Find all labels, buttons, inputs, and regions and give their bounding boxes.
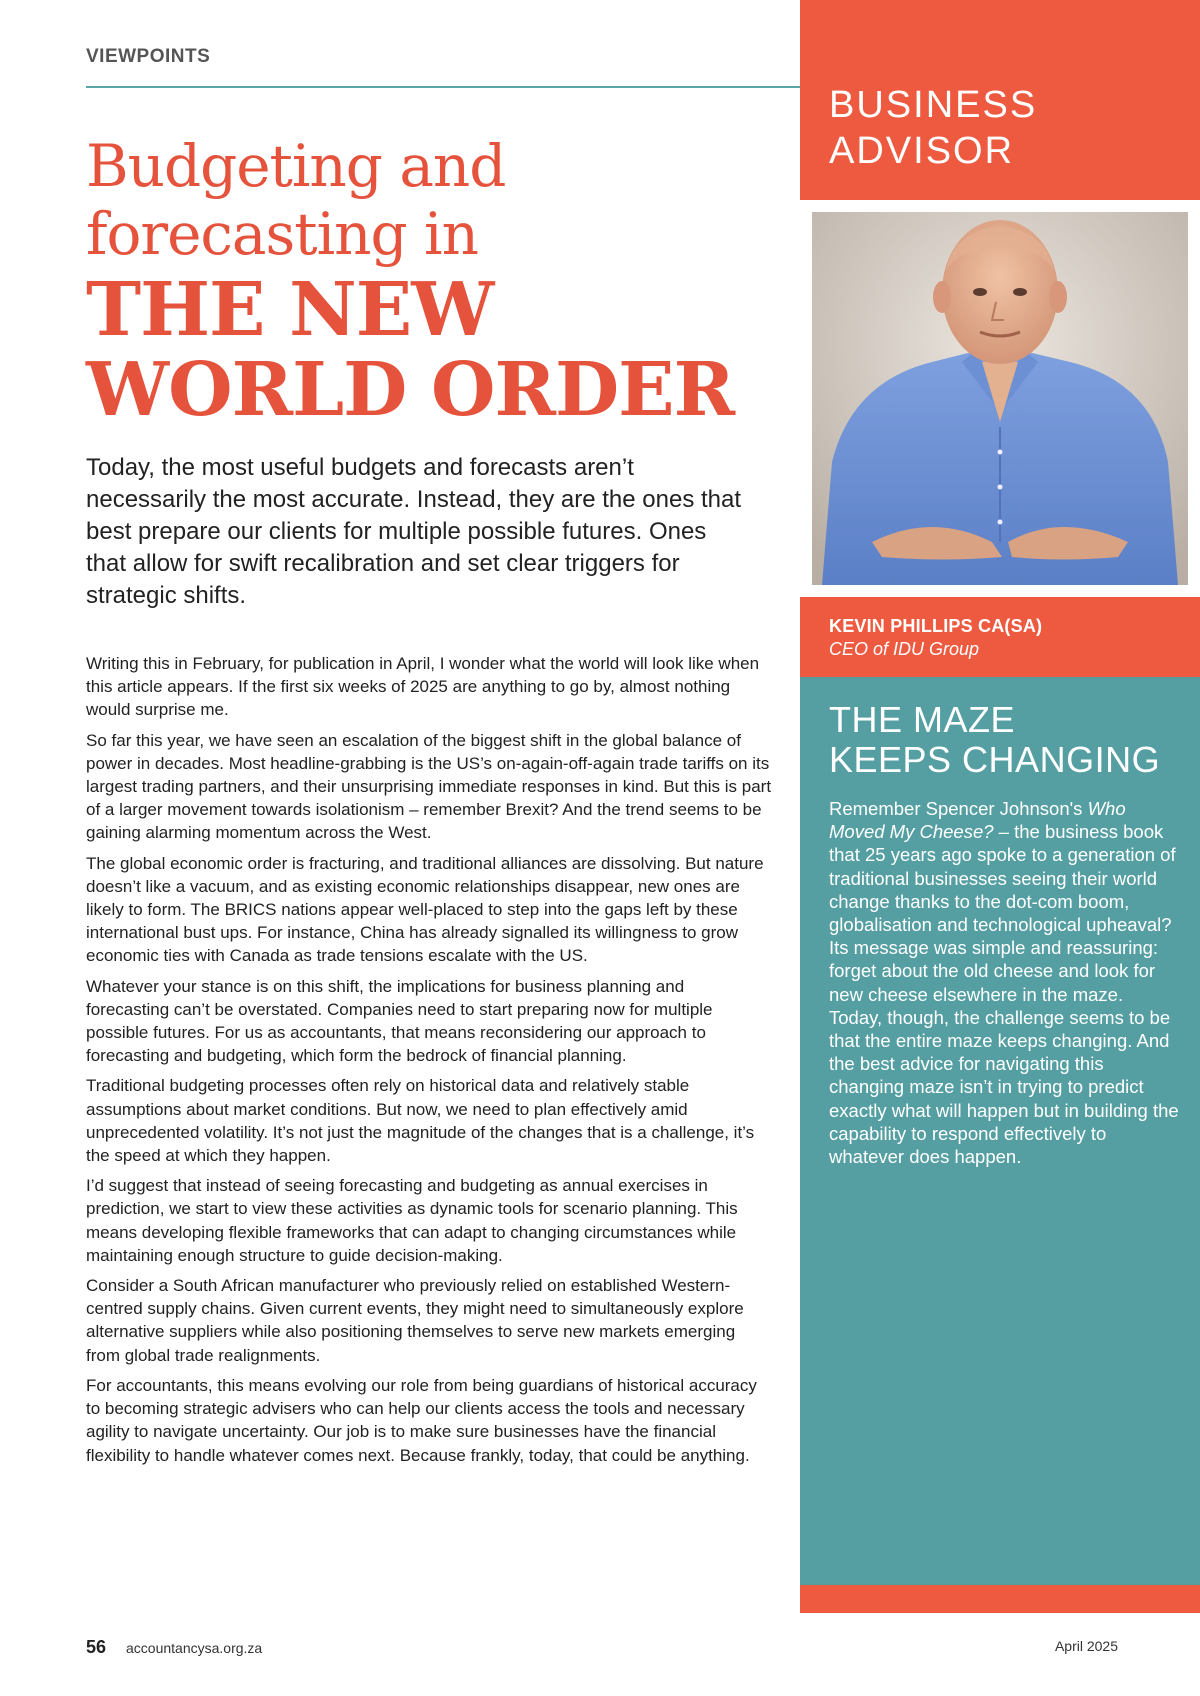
top-rule-divider [86, 86, 800, 88]
sidebar-label-line-2: ADVISOR [829, 130, 1015, 172]
section-label: VIEWPOINTS [86, 46, 211, 67]
headline-line-2: forecasting in [86, 200, 478, 268]
headline-line-3: THE NEW [86, 267, 494, 353]
book-title: Who Moved My Cheese? [829, 798, 1126, 843]
body-paragraph: So far this year, we have seen an escalation of the biggest shift in the global balance of power in decades. Most headline-grabbing is the US’s on-again-off-again trade tariffs on its largest trading partners, and their unsurprising immediate responses in kind. But this is part of a larger movement towards isolationism – remember Brexit? And the trend seems to be gaining alarming momentum across the West. [86, 730, 772, 843]
headline-line-4: WORLD ORDER [86, 347, 735, 433]
body-paragraph: Writing this in February, for publication in April, I wonder what the world will look like when this article appears. If the first six weeks of 2025 are anything to go by, almost nothing would surprise me. [86, 654, 760, 720]
footer-website: accountancysa.org.za [126, 1640, 263, 1656]
sidebar-heading-line-2: KEEPS CHANGING [829, 739, 1161, 780]
body-paragraph: Traditional budgeting processes often rely on historical data and relatively stable assumptions about market conditions. But now, we need to plan effectively amid unprecedented volatility. It’s not just the magnitude of the changes that is a challenge, it’s the speed at which they happen. [86, 1076, 755, 1166]
body-paragraph: Consider a South African manufacturer who previously relied on established Western-centred supply chains. Given current events, they might need to simultaneously explore alternative suppliers while also positioning themselves to serve new markets emerging from global trade realignments. [86, 1276, 744, 1365]
sidebar [800, 0, 1200, 1613]
author-title: CEO of IDU Group [829, 639, 980, 659]
sidebar-heading-line-1: THE MAZE [829, 699, 1016, 740]
headline-line-1: Budgeting and [86, 132, 506, 200]
author-name: KEVIN PHILLIPS CA(SA) [829, 616, 1043, 636]
author-photo [812, 212, 1188, 585]
sidebar-column-label [829, 82, 1037, 174]
article-headline [86, 132, 746, 433]
sidebar-label-line-1: BUSINESS [829, 84, 1038, 126]
body-paragraph: The global economic order is fracturing, and traditional alliances are dissolving. But nature doesn’t like a vacuum, and as existing economic relationships disappear, new ones are likely to form. The BRICS nations appear well-placed to step into the gaps left by these international bust ups. For instance, China has already signalled its willingness to grow economic ties with Canada as trade tensions escalate with the US. [86, 853, 764, 966]
sidebar-text-body: – the business book that 25 years ago spoke to a generation of traditional businesses seeing their world change thanks to the dot-com boom, globalisation and technological upheaval? Its message was simple and reassuring: forget about the old cheese and look for new cheese elsewhere in the maze. Today, though, the challenge seems to be that the entire maze keeps changing. And the best advice for navigating this changing maze isn’t in trying to predict exactly what will happen but in building the capability to respond effectively to whatever does happen. [829, 821, 1179, 1168]
sidebar-heading [829, 700, 1189, 780]
author-box [800, 597, 1200, 677]
page-number: 56 [86, 1637, 107, 1657]
sidebar-text [829, 797, 1179, 1168]
sidebar-bottom-bar [800, 1585, 1200, 1613]
body-paragraph: For accountants, this means evolving our role from being guardians of historical accuracy to becoming strategic advisers who can help our clients access the tools and necessary agility to navigate uncertainty. Our job is to make sure businesses have the financial flexibility to handle whatever comes next. Because frankly, today, that could be anything. [86, 1375, 757, 1465]
article-body [86, 652, 772, 1474]
body-paragraph: Whatever your stance is on this shift, the implications for business planning and forecasting can’t be overstated. Companies need to start preparing now for multiple possible futures. For us as accountants, that means reconsidering our approach to forecasting and budgeting, which form the bedrock of financial planning. [86, 976, 713, 1066]
intro-paragraph: Today, the most useful budgets and forecasts aren’t necessarily the most accurate. Instead, they are the ones that best prepare our clients for multiple possible futures. Ones that allow for swift recalibration and set clear triggers for strategic shifts. [86, 454, 742, 609]
sidebar-text-intro: Remember Spencer Johnson's [829, 798, 1088, 819]
body-paragraph: I’d suggest that instead of seeing forecasting and budgeting as annual exercises in prediction, we start to view these activities as dynamic tools for scenario planning. This means developing flexible frameworks that can adapt to changing circumstances while maintaining enough structure to guide decision-making. [86, 1176, 738, 1265]
issue-date: April 2025 [1054, 1638, 1118, 1654]
